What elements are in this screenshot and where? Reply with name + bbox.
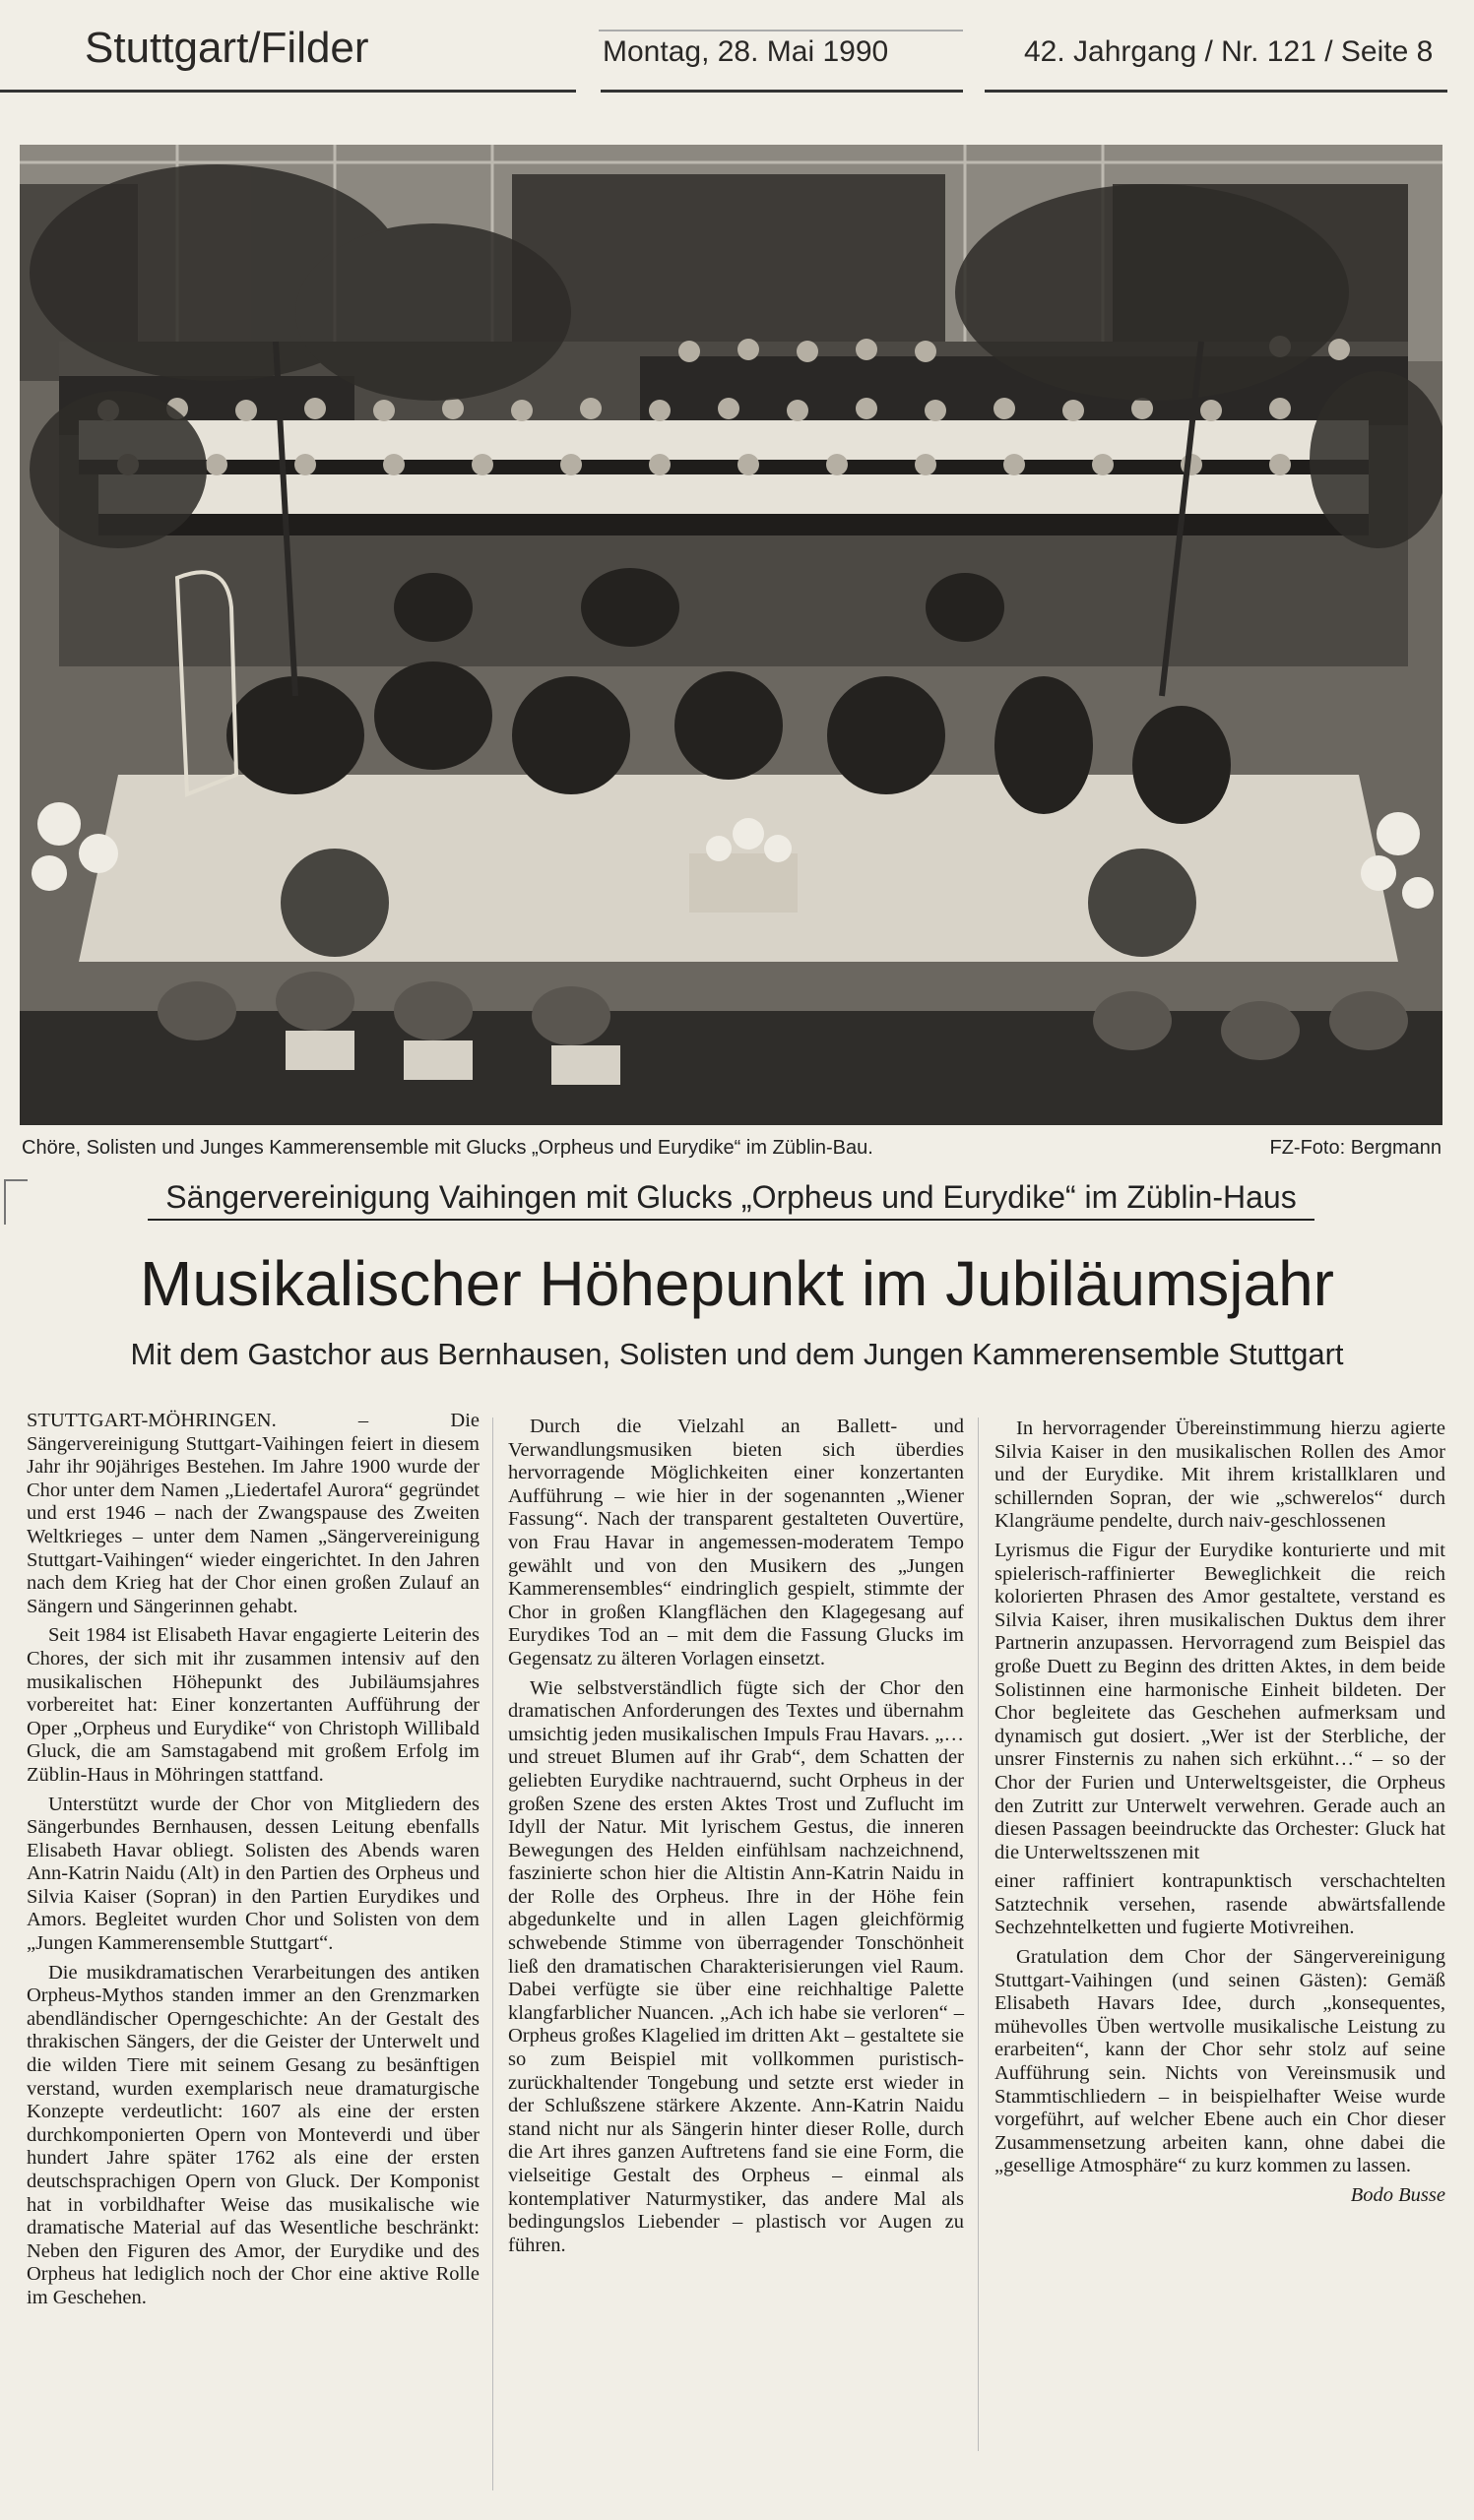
masthead-rule-right (985, 90, 1447, 93)
article-subhead: Mit dem Gastchor aus Bernhausen, Solisten und dem Jungen Kammerensemble Stuttgart (130, 1337, 1344, 1371)
column-divider (978, 1418, 979, 2451)
issue-number: 42. Jahrgang / Nr. 121 / Seite 8 (1024, 35, 1434, 68)
article-column-1 (27, 1410, 480, 2316)
paragraph: In hervorragender Übereinstimmung hierzu agierte Silvia Kaiser in den musikalischen Rollen des Amor und der Eurydike. Mit ihrem kristallklaren und schillernden Sopran, der wie „schwerelos“ durch Klangräume pendelte, durch naiv-geschlossenen (994, 1418, 1445, 1533)
paragraph: Seit 1984 ist Elisabeth Havar engagierte Leiterin des Chores, der sich mit ihr zusammen intensiv auf den musikalischen Höhepunkt des Jubiläumsjahres vorbereitet hat: Einer konzertanten Aufführung der Oper „Orpheus und Eurydike“ von Christoph Willibald Gluck, die am Samstagabend mit großem Erfolg im Züblin-Haus in Möhringen stattfand. (27, 1624, 480, 1786)
masthead-rule-middle (601, 90, 963, 93)
article-column-2 (508, 1416, 964, 2263)
photo-caption: Chöre, Solisten und Junges Kammerensemble mit Glucks „Orpheus und Eurydike“ im Züblin-Bau. (22, 1137, 873, 1159)
masthead-rule-left (0, 90, 576, 93)
paragraph: Wie selbstverständlich fügte sich der Chor den dramatischen Anforderungen des Textes und übernahm umsichtig jeden musikalischen Impuls Frau Havars. „…und streuet Blumen auf ihr Grab“, dem Schatten der geliebten Eurydike nachtrauernd, sucht Orpheus in der großen Szene des ersten Aktes Trost und Zuflucht im Idyll der Natur. Mit lyrischem Gestus, die inneren Bewegungen des Helden einfühlsam nachzeichnend, faszinierte schon hier die Altistin Ann-Katrin Naidu in der Rolle des Orpheus. Ihre in der Höhe fein abgedunkelte und in allen Lagen gleichförmig schwebende Stimme von überragender Tonschönheit ließ den dramatischen Charakterisierungen viel Raum. Dabei verfügte sie über eine reichhaltige Palette klangfarblicher Nuancen. „Ach ich habe sie verloren“ – Orpheus großes Klagelied im dritten Akt – gestaltete sie so zum Beispiel mit vollkommen puristisch-zurückhaltender Tongebung und setzte erst wieder in der Schlußszene stärkere Akzente. Ann-Katrin Naidu stand nicht nur als Sängerin hinter dieser Rolle, durch die Art ihres ganzen Auftretens fand sie eine Form, die vielseitige Gestalt des Orpheus – einmal als kontemplativer Naturmystiker, das andere Mal als bedingungslos Liebender – plastisch vor Augen zu führen. (508, 1676, 964, 2256)
paragraph: Lyrismus die Figur der Eurydike konturierte und mit spielerisch-raffinierter Beweglichkeit die reich kolorierten Phrasen des Amor gestaltete, verstand es Silvia Kaiser, ihren musikalischen Duktus dem ihrer Partnerin anzupassen. Hervorragend zum Beispiel das große Duett zu Beginn des dritten Aktes, in dem beide Solistinnen eine harmonische Einheit bildeten. Der Chor begleitete das Geschehen aufmerksam und dynamisch gut dosiert. „Wer ist der Sterbliche, der unsrer Finsternis zu nahen sich erkühnt…“ – so der Chor der Furien und Unterweltsgeister, die Orpheus den Zutritt zur Unterwelt verwehren. Gerade auch an diesen Passagen beeindruckte das Orchester: Gluck hat die Unterweltsszenen mit (994, 1539, 1445, 1863)
article-headline: Musikalischer Höhepunkt im Jubiläumsjahr (140, 1248, 1334, 1319)
photo-credit: FZ-Foto: Bergmann (1269, 1137, 1442, 1159)
article-column-3 (994, 1418, 1445, 2208)
corner-mark (4, 1179, 28, 1225)
paragraph: Gratulation dem Chor der Sängervereinigung Stuttgart-Vaihingen (und seinen Gästen): Gemäß Elisabeth Havars Idee, durch „konsequentes, mühevolles Üben wertvolle musikalische Leistung zu erarbeiten“, kann der Chor sehr stolz auf seine Aufführung sein. Nichts von Vereinsmusik und Stammtischliedern – in beispielhafter Weise wurde vorgeführt, auf welcher Ebene auch ein Chor dieser Zusammensetzung arbeiten kann, ohne dabei die „gesellige Atmosphäre“ zu kurz kommen zu lassen. (994, 1946, 1445, 2177)
kicker-underline (148, 1219, 1314, 1221)
paragraph: Unterstützt wurde der Chor von Mitgliedern des Sängerbundes Bernhausen, dessen Leitung ebenfalls Elisabeth Havar obliegt. Solisten des Abends waren Ann-Katrin Naidu (Alt) in den Partien des Orpheus und Silvia Kaiser (Sopran) in den Partien Eurydikes und Amors. Begleitet wurden Chor und Solisten von dem „Jungen Kammerensemble Stuttgart“. (27, 1793, 480, 1955)
issue-date: Montag, 28. Mai 1990 (603, 35, 889, 68)
paragraph: einer raffiniert kontrapunktisch verschachtelten Satztechnik versehen, rasende abwärtsfallende Sechzehntelketten und fugierte Motivreihen. (994, 1870, 1445, 1939)
paragraph: STUTTGART-MÖHRINGEN. – Die Sängervereinigung Stuttgart-Vaihingen feiert in diesem Jahr ihr 90jähriges Bestehen. Im Jahre 1900 wurde der Chor unter dem Namen „Liedertafel Aurora“ gegründet und erst 1946 – nach der Zwangspause des Zweiten Weltkrieges – unter dem Namen „Sängervereinigung Stuttgart-Vaihingen“ wieder eingerichtet. In den Jahren nach dem Krieg hat der Chor einen großen Zulauf an Sängern und Sängerinnen gehabt. (27, 1410, 480, 1617)
author-signature: Bodo Busse (1350, 2184, 1445, 2206)
column-divider (492, 1418, 493, 2490)
paragraph: Die musikdramatischen Verarbeitungen des antiken Orpheus-Mythos standen immer an den Grenzmarken abendländischer Operngeschichte: An der Gestalt des thrakischen Sängers, der die Geister der Unterwelt und die wilden Tiere mit seinem Gesang zu besänftigen verstand, wurden exemplarisch neue dramaturgische Konzepte verdeutlicht: 1607 als eine der ersten durchkomponierten Opern von Monteverdi und über hundert Jahre später 1762 als eine der ersten deutschsprachigen Opern von Gluck. Der Komponist hat in vorbildhafter Weise das musikalische wie dramatische Material auf das Wesentliche beschränkt: Neben den Figuren des Amor, der Eurydike und des Orpheus hat lediglich noch der Chor eine aktive Rolle im Geschehen. (27, 1961, 480, 2308)
article-kicker: Sängervereinigung Vaihingen mit Glucks „Orpheus und Eurydike“ im Züblin-Haus (165, 1179, 1297, 1215)
masthead (0, 0, 1474, 98)
date-box-rule (599, 30, 963, 32)
paragraph: Durch die Vielzahl an Ballett- und Verwandlungsmusiken bieten sich überdies hervorragende Möglichkeiten einer konzertanten Aufführung – wie hier in der sogenannten „Wiener Fassung“. Nach der transparent gestalteten Ouvertüre, von Frau Havar in angemessen-moderatem Tempo gewählt und von den Musikern des „Jungen Kammerensembles“ eindringlich gespielt, stimmte der Chor in großen Klangflächen den Klagegesang auf Eurydikes Tod an – mit dem die Fassung Glucks im Gegensatz zu älteren Vorlagen einsetzt. (508, 1416, 964, 1670)
concert-photo (20, 145, 1442, 1125)
section-title: Stuttgart/Filder (85, 24, 369, 72)
